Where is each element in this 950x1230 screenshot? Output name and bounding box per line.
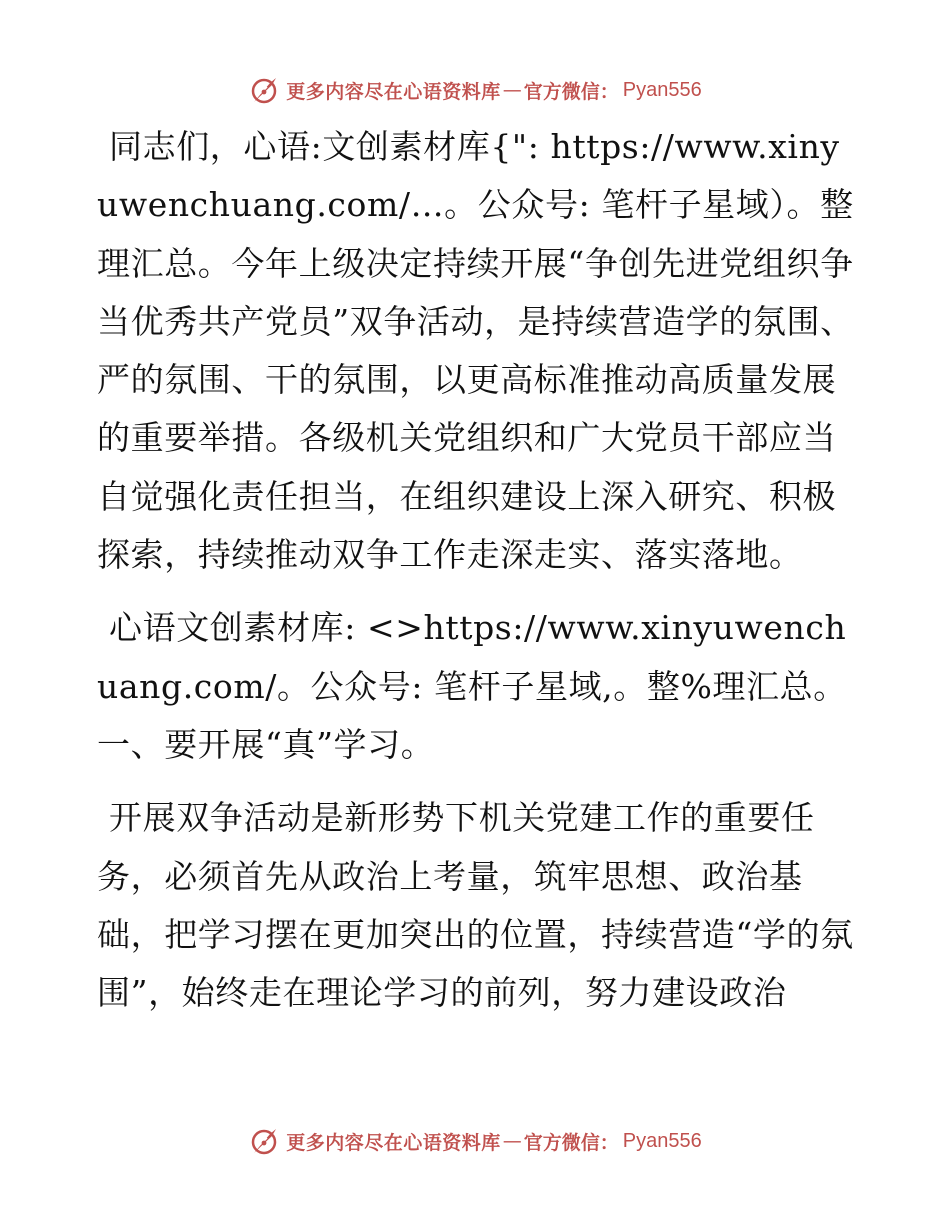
banner-wechat-id: Pyan556: [622, 78, 702, 101]
paragraph-3: 开展双争活动是新形势下机关党建工作的重要任务，必须首先从政治上考量，筑牢思想、政治基础，把学习摆在更加突出的位置，持续营造“学的氛围”，始终走在理论学习的前列，努力建设政治: [97, 798, 854, 1013]
banner-slogan: 更多内容尽在心语资料库: [286, 1131, 501, 1154]
feather-pen-logo-icon: [248, 74, 280, 106]
banner-wechat-id: Pyan556: [622, 1129, 702, 1152]
banner-dash: —: [502, 79, 522, 101]
paragraph-2: 心语文创素材库: <>https://www.xinyuwenchuang.com/。公众号: 笔杆子星域,。整%理汇总。一、要开展“真”学习。: [97, 608, 847, 764]
footer-banner: [0, 1121, 950, 1161]
feather-pen-logo-icon: [248, 1125, 280, 1157]
banner-wechat-label: 官方微信：: [523, 1131, 619, 1154]
header-banner: [0, 70, 950, 110]
document-body: [97, 118, 857, 1037]
paragraph-1: 同志们，心语:文创素材库{": https://www.xinyuwenchuang.com/…。公众号: 笔杆子星域）。整理汇总。今年上级决定持续开展“争创先进党组织争当优秀共产党员”双争活动，是持续营造学的氛围、严的氛围、干的氛围，以更高标准推动高质量发展的重要举措。各级机关党组织和广大党员干部应当自觉强化责任担当，在组织建设上深入研究、积极探索，持续推动双争工作走深走实、落实落地。: [97, 127, 854, 575]
banner-dash: —: [502, 1130, 522, 1152]
banner-slogan: 更多内容尽在心语资料库: [286, 80, 501, 103]
banner-wechat-label: 官方微信：: [523, 80, 619, 103]
